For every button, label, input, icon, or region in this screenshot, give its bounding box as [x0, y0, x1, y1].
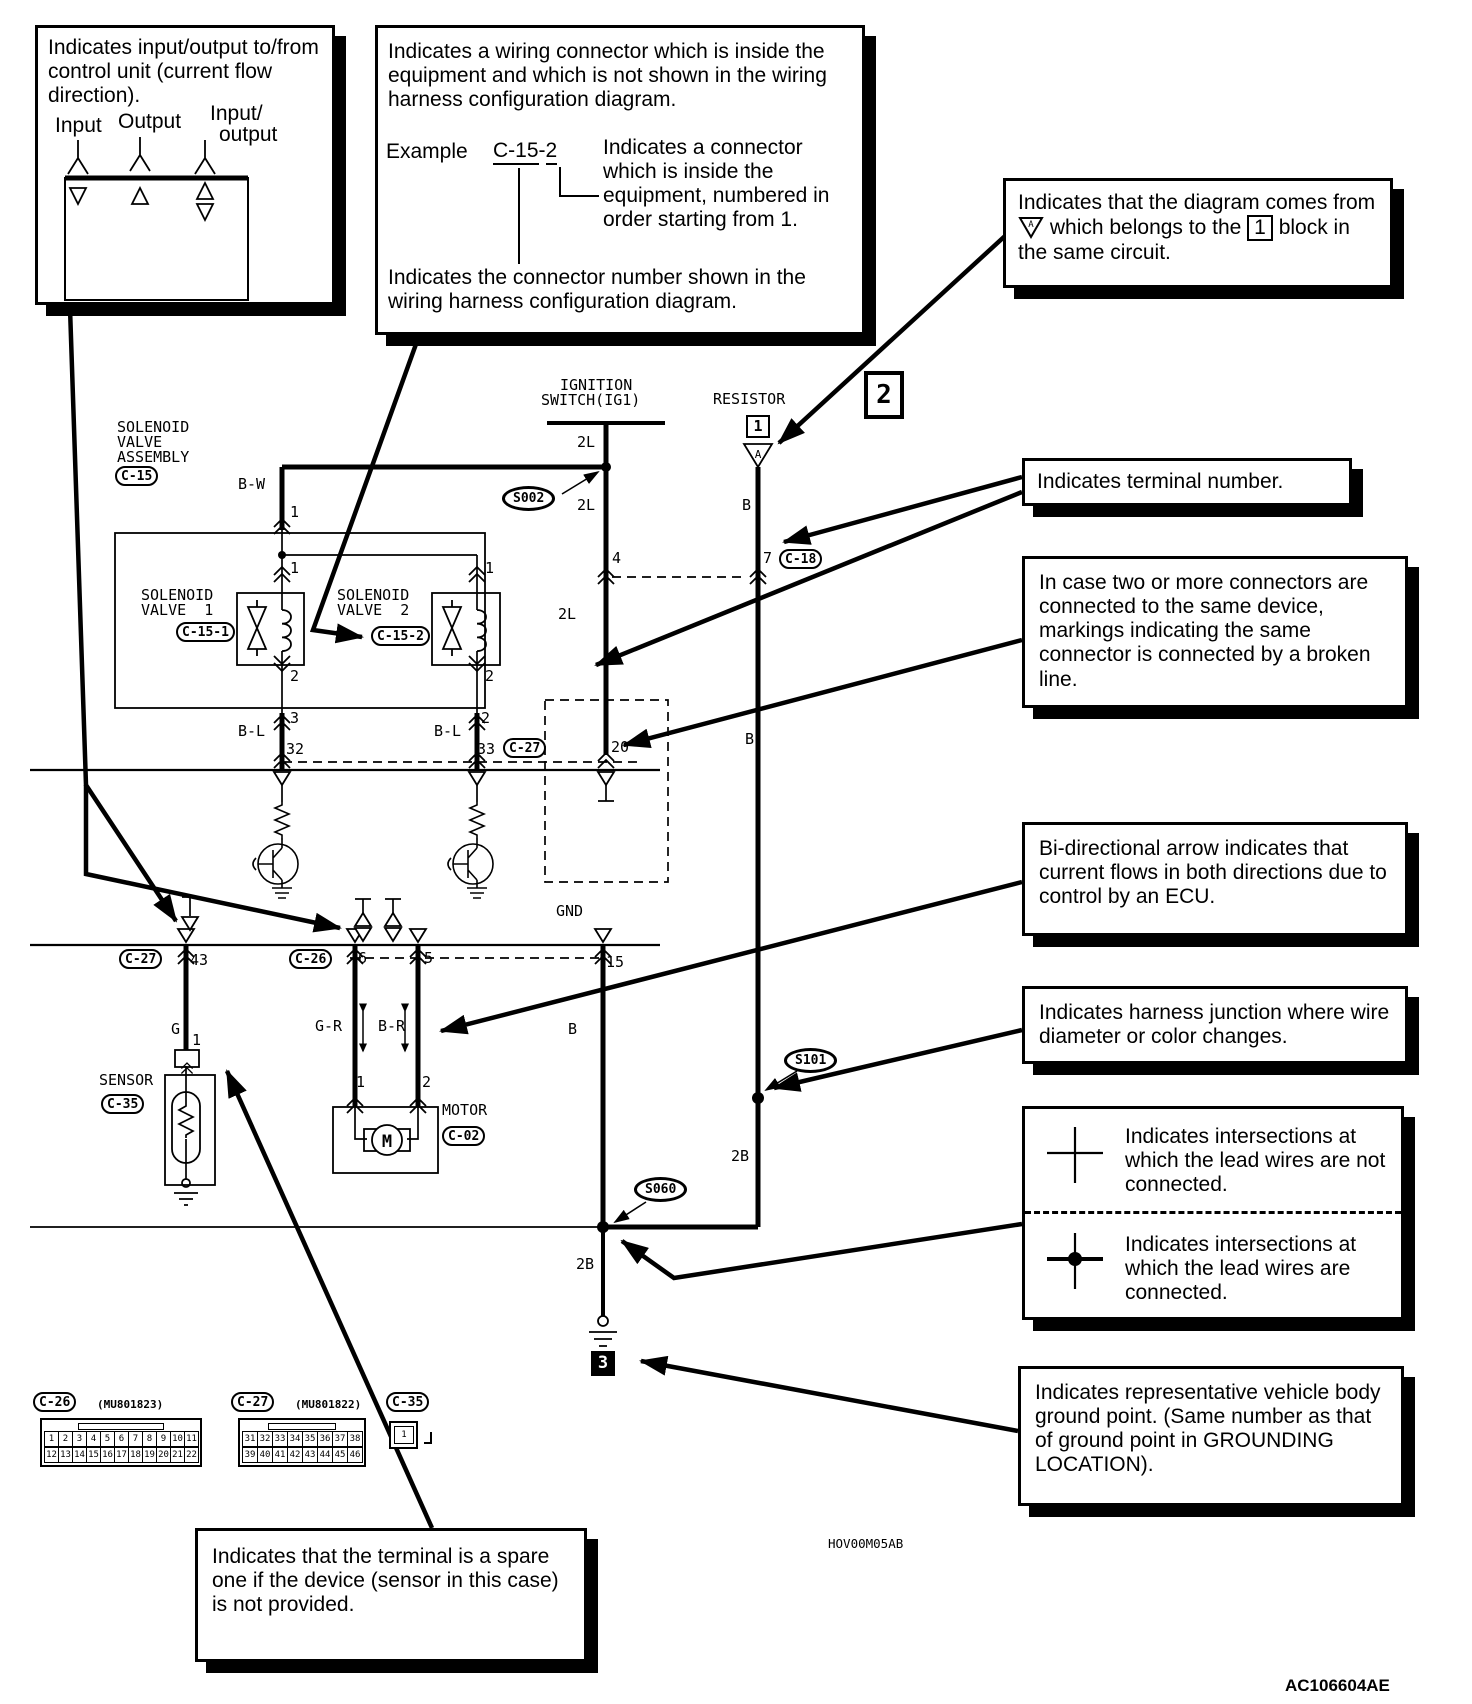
pin: 7: [128, 1431, 143, 1447]
terminal-32: 32: [286, 740, 305, 758]
wire-label-2b: 2B: [731, 1147, 750, 1165]
pin: 6: [114, 1431, 129, 1447]
pin: 46: [347, 1447, 363, 1463]
pin: 3: [72, 1431, 87, 1447]
connector-ref-c15-2: C-15-2: [371, 626, 430, 646]
solenoid-valve-2-box: [432, 593, 500, 665]
connector-ref-c02: C-02: [442, 1126, 485, 1146]
wire-label-g: G: [171, 1020, 181, 1038]
wire-label-bl: B-L: [238, 722, 266, 740]
terminal-7: 7: [763, 549, 773, 567]
pin: 5: [100, 1431, 115, 1447]
pinout-c26-part: (MU801823): [97, 1398, 164, 1411]
pin: 41: [272, 1447, 288, 1463]
pin: 34: [287, 1431, 303, 1447]
terminal-1: 1: [290, 559, 300, 577]
solenoid-assembly-label: SOLENOID: [117, 418, 190, 436]
connector-ref-c18: C-18: [779, 549, 822, 569]
io-symbols-icon: [38, 28, 332, 302]
wire-label-bl: B-L: [434, 722, 462, 740]
transistor-icon: [253, 840, 298, 898]
wire-label-b: B: [745, 730, 755, 748]
callout-broken-line: [1022, 556, 1408, 708]
ecu-internals: [253, 802, 493, 898]
connector-c26-pinout: [40, 1418, 202, 1467]
solenoid-assembly-box: [115, 533, 485, 708]
comes-from-mid: which belongs to the: [1049, 216, 1242, 240]
solenoid-valve1-label2: VALVE 1: [141, 601, 214, 619]
terminal-43: 43: [190, 951, 209, 969]
pin: 19: [142, 1447, 157, 1463]
ground-point-3-marker: 3: [591, 1351, 615, 1376]
pin: 21: [170, 1447, 185, 1463]
callout-connector-right-note: Indicates a connector which is inside the equipment, numbered in order starting from 1.: [603, 136, 830, 232]
callout-body-ground-text: Indicates representative vehicle body ground point. (Same number as that of ground point in GROUNDING LOCATION).: [1035, 1381, 1381, 1477]
ignition-switch-label: IGNITION: [560, 376, 633, 394]
pin: 36: [317, 1431, 333, 1447]
valve-symbol-1: [248, 600, 266, 656]
terminal-20: 20: [611, 738, 630, 756]
pin: 9: [156, 1431, 171, 1447]
callout-broken-line-text: In case two or more connectors are connected to the same device, markings indicating the same connector is connected by a broken line.: [1039, 571, 1371, 691]
sensor-ground-icon: [174, 1193, 198, 1205]
pin: 45: [332, 1447, 348, 1463]
block-triangle-a: [744, 444, 772, 467]
code-main: C-15: [493, 139, 539, 165]
callout-bidirectional-text: Bi-directional arrow indicates that current flows in both directions due to control by an ECU.: [1039, 837, 1387, 909]
bidirectional-arrow-icon: [350, 1003, 410, 1063]
connector-latch: [78, 1423, 165, 1430]
junction-s060-dot: [597, 1221, 609, 1233]
comes-from-post: block in the same circuit.: [1018, 216, 1350, 265]
terminal-3: 3: [290, 709, 300, 727]
pin: 31: [242, 1431, 258, 1447]
connector-ref-c35: C-35: [101, 1094, 144, 1114]
pin: 16: [100, 1447, 115, 1463]
pin: 37: [332, 1431, 348, 1447]
connector-ref-c27: C-27: [503, 738, 546, 758]
connector-ref-c15: C-15: [115, 466, 158, 486]
junction-s101-dot: [752, 1092, 764, 1104]
sensor-label: SENSOR: [99, 1071, 154, 1089]
callout-comes-from: [1003, 178, 1393, 288]
callout-harness-junction: [1022, 986, 1408, 1064]
callout-harness-junction-text: Indicates harness junction where wire diameter or color changes.: [1039, 1001, 1390, 1049]
callout-bidirectional: [1022, 822, 1408, 936]
transistor-icon: [448, 840, 493, 898]
pin: 22: [184, 1447, 199, 1463]
pin: 10: [170, 1431, 185, 1447]
terminal-1: 1: [192, 1031, 202, 1049]
body-ground-dot: [598, 1316, 608, 1326]
callout-terminal-text: Indicates terminal number.: [1037, 470, 1284, 493]
block-1-inline: 1: [1247, 215, 1273, 241]
block-2-marker: 2: [864, 371, 904, 419]
pin: 14: [72, 1447, 87, 1463]
terminal-5: 5: [424, 949, 434, 967]
comes-from-pre: Indicates that the diagram comes from: [1018, 191, 1376, 214]
terminal-2: 2: [485, 667, 495, 685]
solenoid-valve2-label: SOLENOID: [337, 586, 410, 604]
pin: 33: [272, 1431, 288, 1447]
callout-spare-terminal-text: Indicates that the terminal is a spare one if the device (sensor in this case) is not provided.: [212, 1545, 559, 1617]
motor-label: MOTOR: [442, 1101, 488, 1119]
divider: [1025, 1211, 1401, 1214]
wire-label-2l: 2L: [558, 605, 577, 623]
callout-body-ground: [1018, 1366, 1404, 1506]
pointer-line: [518, 168, 520, 264]
pin: 1: [44, 1431, 59, 1447]
pin: 20: [156, 1447, 171, 1463]
solenoid-assembly-label3: ASSEMBLY: [117, 448, 190, 466]
pin: 42: [287, 1447, 303, 1463]
pinout-c27-part: (MU801822): [295, 1398, 362, 1411]
pin: 12: [44, 1447, 59, 1463]
doc-code: AC106604AE: [1285, 1676, 1390, 1695]
io-triangles: [178, 772, 614, 942]
pin: 17: [114, 1447, 129, 1463]
callout-terminal-number: [1022, 458, 1352, 506]
wire-label-2l: 2L: [577, 433, 596, 451]
code-dash: -: [538, 139, 546, 162]
connector-c35-pinout: [389, 1421, 418, 1449]
wire-label-b: B: [742, 496, 752, 514]
triangle-a-icon: [1018, 216, 1044, 239]
pin: 4: [86, 1431, 101, 1447]
callout-connector-para: Indicates a wiring connector which is inside the equipment and which is not shown in the wiring harness configuration diagram.: [388, 40, 827, 112]
coil-symbol-1: [282, 610, 291, 651]
solenoid-valve1-label: SOLENOID: [141, 586, 214, 604]
example-label: Example: [386, 140, 468, 163]
pinout-c26-label: C-26: [33, 1392, 76, 1412]
wire-label-bw: B-W: [238, 475, 266, 493]
pin: 8: [142, 1431, 157, 1447]
wire-label-2l: 2L: [577, 496, 596, 514]
terminal-2: 2: [481, 709, 491, 727]
pin: 2: [58, 1431, 73, 1447]
pin: 43: [302, 1447, 318, 1463]
pinout-c27-label: C-27: [231, 1392, 274, 1412]
input-output-label2: output: [219, 123, 278, 146]
junction-s060: S060: [634, 1177, 687, 1202]
ignition-switch-label2: SWITCH(IG1): [541, 391, 641, 409]
component-outlines: [115, 533, 617, 1346]
intersections-not-connected-text: Indicates intersections at which the lead wires are not connected.: [1125, 1125, 1386, 1197]
callout-connector-bottom-note: Indicates the connector number shown in the wiring harness configuration diagram.: [388, 266, 806, 314]
c35-hook: [424, 1432, 432, 1444]
pin: 18: [128, 1447, 143, 1463]
connector-ref-c27: C-27: [119, 949, 162, 969]
pinout-c35-label: C-35: [386, 1392, 429, 1412]
resistor-label: RESISTOR: [713, 390, 786, 408]
callout-io: [35, 25, 335, 305]
pin: 35: [302, 1431, 318, 1447]
input-label: Input: [55, 114, 102, 137]
resistor-block-number: 1: [746, 415, 770, 438]
image-code: HOV00M05AB: [828, 1536, 904, 1551]
junction-s101: S101: [784, 1048, 837, 1073]
gnd-label: GND: [556, 902, 584, 920]
pointer-line-l: [559, 167, 599, 197]
pin: 13: [58, 1447, 73, 1463]
pin: 11: [184, 1431, 199, 1447]
connector-ref-c26: C-26: [289, 949, 332, 969]
wire-label-br: B-R: [378, 1017, 406, 1035]
wire-label-2b: 2B: [576, 1255, 595, 1273]
spare-terminal-box: [175, 1050, 199, 1067]
motor-m-label: M: [381, 1132, 393, 1152]
pin: 1: [394, 1426, 414, 1444]
solenoid-assembly-label2: VALVE: [117, 433, 163, 451]
pin: 40: [257, 1447, 273, 1463]
triangle-a-letter: A: [1028, 220, 1034, 231]
intersections-connected-text: Indicates intersections at which the lead wires are connected.: [1125, 1233, 1357, 1305]
connector-ref-c15-1: C-15-1: [176, 622, 235, 642]
connector-c27-pinout: [238, 1418, 366, 1467]
wire-label-gr: G-R: [315, 1017, 343, 1035]
intersection-connected-icon: [1043, 1229, 1107, 1303]
terminal-1: 1: [356, 1073, 366, 1091]
terminal-1: 1: [290, 503, 300, 521]
output-label: Output: [118, 110, 182, 133]
terminal-15: 15: [606, 953, 625, 971]
pin: 32: [257, 1431, 273, 1447]
pin: 39: [242, 1447, 258, 1463]
terminal-4: 4: [612, 549, 622, 567]
terminal-33: 33: [477, 740, 496, 758]
intersection-not-connected-icon: [1043, 1123, 1107, 1197]
input-output-label: Input/: [210, 102, 263, 125]
callout-inside-connector: [375, 25, 865, 335]
solenoid-valve-1-box: [237, 593, 304, 665]
terminal-6: 6: [358, 949, 368, 967]
callout-io-text: Indicates input/output to/from control unit (current flow direction).: [48, 36, 319, 108]
triangle-letter: A: [754, 448, 762, 461]
callout-intersections: [1022, 1106, 1404, 1320]
terminal-2: 2: [290, 667, 300, 685]
code-sub: 2: [546, 139, 558, 165]
solenoid-valve2-label2: VALVE 2: [337, 601, 410, 619]
terminal-1: 1: [485, 559, 495, 577]
junction-name-arrows: [562, 472, 797, 1222]
pin: 15: [86, 1447, 101, 1463]
pin: 38: [347, 1431, 363, 1447]
callout-spare-terminal: [195, 1528, 587, 1662]
connector-latch: [268, 1423, 336, 1430]
terminal-2: 2: [422, 1073, 432, 1091]
example-code: [493, 139, 557, 163]
body-ground-icon: [589, 1332, 617, 1346]
valve-symbol-2: [443, 600, 461, 656]
pin: 44: [317, 1447, 333, 1463]
wire-label-b: B: [568, 1020, 578, 1038]
junction-s002: S002: [502, 486, 555, 511]
